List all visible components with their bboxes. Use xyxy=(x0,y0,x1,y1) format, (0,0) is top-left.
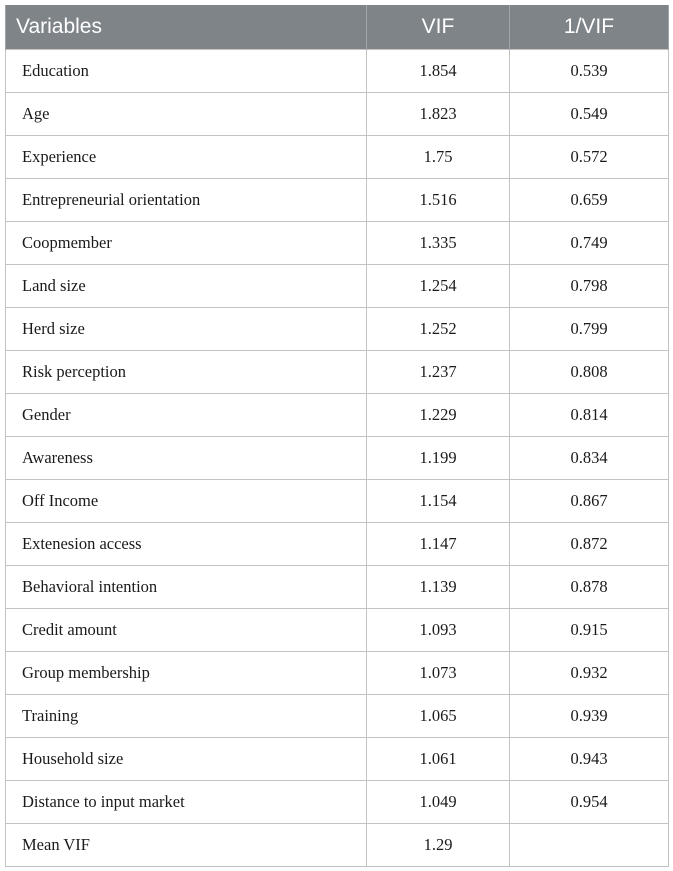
vif-cell: 1.75 xyxy=(367,136,510,179)
inverse-vif-cell: 0.659 xyxy=(510,179,669,222)
vif-cell: 1.854 xyxy=(367,50,510,93)
vif-table xyxy=(5,5,669,867)
vif-cell: 1.237 xyxy=(367,351,510,394)
table-row xyxy=(6,351,669,394)
variable-cell: Group membership xyxy=(6,652,367,695)
inverse-vif-cell xyxy=(510,824,669,867)
vif-cell: 1.154 xyxy=(367,480,510,523)
table-header xyxy=(6,5,669,50)
variable-cell: Experience xyxy=(6,136,367,179)
table-row xyxy=(6,222,669,265)
table-row xyxy=(6,523,669,566)
inverse-vif-cell: 0.915 xyxy=(510,609,669,652)
vif-cell: 1.049 xyxy=(367,781,510,824)
inverse-vif-cell: 0.808 xyxy=(510,351,669,394)
header-variables: Variables xyxy=(6,5,367,50)
inverse-vif-cell: 0.867 xyxy=(510,480,669,523)
inverse-vif-cell: 0.572 xyxy=(510,136,669,179)
inverse-vif-cell: 0.943 xyxy=(510,738,669,781)
variable-cell: Awareness xyxy=(6,437,367,480)
table-row xyxy=(6,652,669,695)
vif-cell: 1.254 xyxy=(367,265,510,308)
inverse-vif-cell: 0.749 xyxy=(510,222,669,265)
vif-cell: 1.29 xyxy=(367,824,510,867)
variable-cell: Training xyxy=(6,695,367,738)
table-row xyxy=(6,179,669,222)
variable-cell: Land size xyxy=(6,265,367,308)
inverse-vif-cell: 0.814 xyxy=(510,394,669,437)
variable-cell: Age xyxy=(6,93,367,136)
inverse-vif-cell: 0.872 xyxy=(510,523,669,566)
vif-cell: 1.147 xyxy=(367,523,510,566)
vif-cell: 1.823 xyxy=(367,93,510,136)
vif-cell: 1.073 xyxy=(367,652,510,695)
table-row xyxy=(6,566,669,609)
table-row xyxy=(6,136,669,179)
inverse-vif-cell: 0.932 xyxy=(510,652,669,695)
vif-cell: 1.229 xyxy=(367,394,510,437)
vif-cell: 1.065 xyxy=(367,695,510,738)
variable-cell: Household size xyxy=(6,738,367,781)
header-inverse-vif: 1/VIF xyxy=(510,5,669,50)
variable-cell: Off Income xyxy=(6,480,367,523)
variable-cell: Entrepreneurial orientation xyxy=(6,179,367,222)
inverse-vif-cell: 0.798 xyxy=(510,265,669,308)
vif-cell: 1.199 xyxy=(367,437,510,480)
table-row xyxy=(6,480,669,523)
variable-cell: Gender xyxy=(6,394,367,437)
variable-cell: Extenesion access xyxy=(6,523,367,566)
table-row xyxy=(6,781,669,824)
variable-cell: Risk perception xyxy=(6,351,367,394)
table-body xyxy=(6,50,669,867)
table-row xyxy=(6,695,669,738)
inverse-vif-cell: 0.834 xyxy=(510,437,669,480)
inverse-vif-cell: 0.954 xyxy=(510,781,669,824)
inverse-vif-cell: 0.799 xyxy=(510,308,669,351)
variable-cell: Mean VIF xyxy=(6,824,367,867)
variable-cell: Behavioral intention xyxy=(6,566,367,609)
inverse-vif-cell: 0.939 xyxy=(510,695,669,738)
vif-cell: 1.093 xyxy=(367,609,510,652)
variable-cell: Herd size xyxy=(6,308,367,351)
variable-cell: Education xyxy=(6,50,367,93)
table-row xyxy=(6,50,669,93)
table-row xyxy=(6,609,669,652)
vif-cell: 1.335 xyxy=(367,222,510,265)
variable-cell: Coopmember xyxy=(6,222,367,265)
vif-cell: 1.516 xyxy=(367,179,510,222)
vif-cell: 1.139 xyxy=(367,566,510,609)
table-row xyxy=(6,738,669,781)
inverse-vif-cell: 0.878 xyxy=(510,566,669,609)
table-row xyxy=(6,394,669,437)
header-vif: VIF xyxy=(367,5,510,50)
inverse-vif-cell: 0.549 xyxy=(510,93,669,136)
vif-cell: 1.061 xyxy=(367,738,510,781)
header-row xyxy=(6,5,669,50)
table-row xyxy=(6,308,669,351)
vif-cell: 1.252 xyxy=(367,308,510,351)
mean-vif-row xyxy=(6,824,669,867)
table-row xyxy=(6,265,669,308)
table-row xyxy=(6,437,669,480)
variable-cell: Distance to input market xyxy=(6,781,367,824)
table-row xyxy=(6,93,669,136)
variable-cell: Credit amount xyxy=(6,609,367,652)
inverse-vif-cell: 0.539 xyxy=(510,50,669,93)
